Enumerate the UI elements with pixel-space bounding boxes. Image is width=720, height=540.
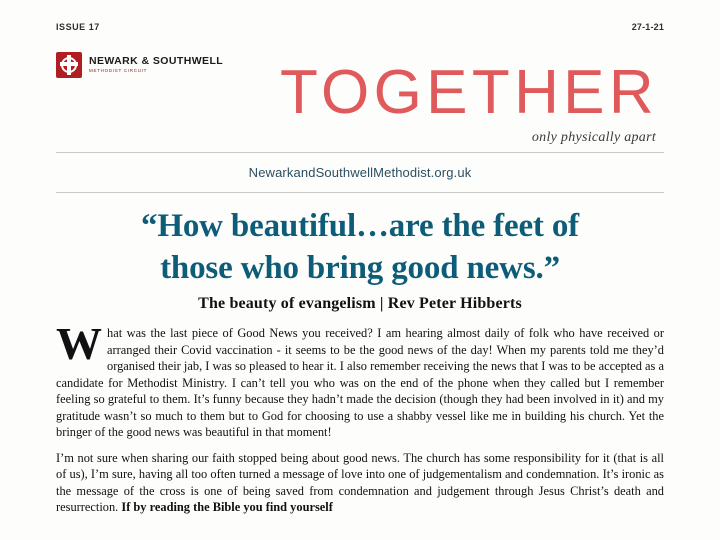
divider-bottom (56, 192, 664, 193)
paragraph-2-text: I’m not sure when sharing our faith stopped being about good news. The church has some responsibility for it (that is all of us), I’m sure, having all too often turned a message of love into one of judgementalism and condemnation. It’s ironic as the message of the cross is one of being saved from condemnation and judgement through Jesus Christ’s death and resurrection. (56, 450, 664, 515)
logo-name: NEWARK & SOUTHWELL (89, 55, 224, 68)
article-body (56, 318, 664, 516)
logo-text (89, 56, 223, 74)
methodist-cross-icon (56, 52, 82, 78)
website-url[interactable]: NewarkandSouthwellMethodist.org.uk (248, 165, 472, 180)
article-byline: The beauty of evangelism | Rev Peter Hibberts (198, 295, 522, 313)
article-paragraph-1 (56, 318, 664, 441)
masthead-tagline: only physically apart (531, 130, 656, 145)
headline-line-1: “How beautiful…are the feet of (140, 208, 580, 244)
masthead (56, 34, 664, 152)
top-bar (56, 0, 664, 32)
article-paragraph-2 (56, 450, 664, 516)
issue-number: ISSUE 17 (56, 22, 100, 32)
issue-date: 27-1-21 (631, 22, 664, 32)
page-title (56, 205, 664, 289)
masthead-title: TOGETHER (279, 58, 658, 127)
drop-cap: W (56, 318, 102, 370)
logo-subtitle: METHODIST CIRCUIT (89, 68, 148, 74)
headline-line-2: those who bring good news.” (160, 250, 560, 287)
circuit-logo (56, 52, 223, 78)
paragraph-1-text: hat was the last piece of Good News you received? I am hearing almost daily of folk who have received or arranged their Covid vaccination - it seems to be the good news of the day! When my parents told me they’d organised their jab, I was so pleased to hear it. I also remember receiving the news that I was to be accepted as a candidate for Methodist Ministry. I can’t tell you who was on the end of the phone when they called but I remember feeling so grateful to them. It’s funny because they hadn’t made the decision (though they had been involved in it) and my gratitude wasn’t so much to them but to God for choosing to use a shabby vessel like me in building his church. Yet the bringer of the good news was beautiful in that moment! (56, 326, 664, 440)
paragraph-2-bold-text: If by reading the Bible you find yourself (121, 500, 333, 515)
